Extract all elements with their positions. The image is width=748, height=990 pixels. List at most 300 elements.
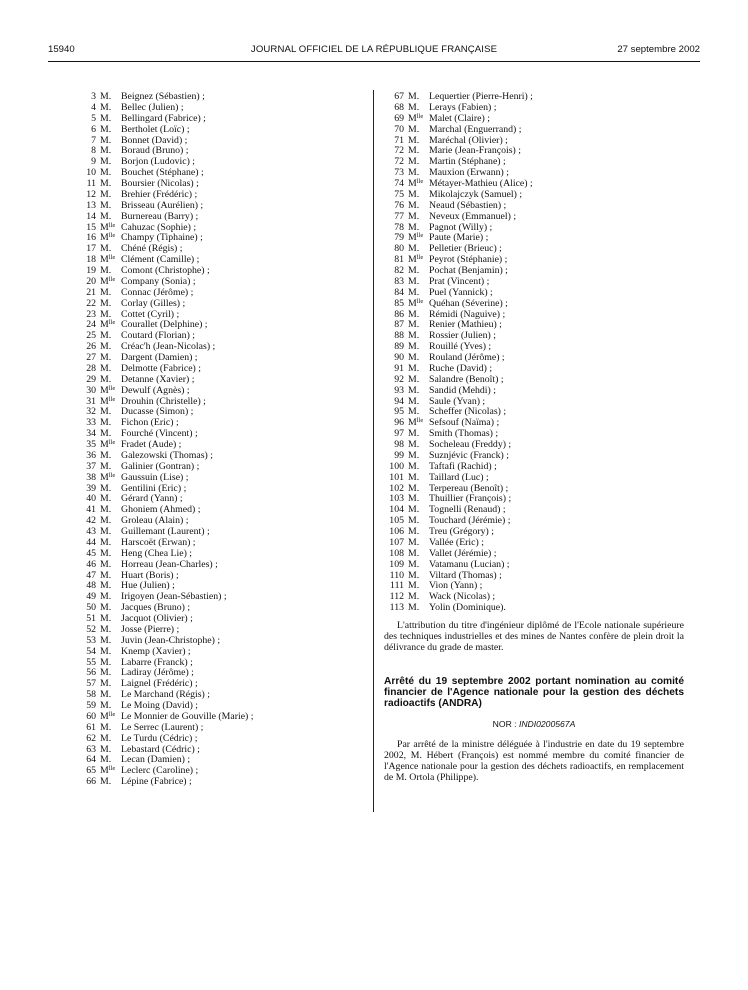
list-item-number: 43 [86,526,96,537]
civility-base: M. [100,558,112,570]
civility-base: M. [408,210,420,222]
list-item-name: Fichon (Eric) ; [121,417,179,429]
page-number: 15940 [48,44,75,55]
civility-superscript: lle [416,297,424,305]
list-item-number: 78 [394,221,404,233]
civility-superscript: lle [108,710,116,718]
left-name-list [72,92,254,788]
list-item-name: Irigoyen (Jean-Sébastien) ; [121,591,227,603]
list-item-number: 80 [394,243,404,255]
civility-base: M. [100,112,112,124]
list-item [380,603,533,614]
list-item-name: Comont (Christophe) ; [121,265,210,276]
list-item-number: 21 [86,286,96,298]
list-item-number: 8 [91,145,96,157]
list-item-name: Horreau (Jean-Charles) ; [121,558,218,570]
list-item-number: 72 [394,145,404,157]
list-item-name: Fourché (Vincent) ; [121,428,198,440]
list-item-number: 81 [394,254,404,266]
civility-base: M. [100,243,112,255]
list-item-number: 38 [86,471,96,483]
list-item-name: Coutard (Florian) ; [121,330,196,342]
list-item-number: 12 [86,188,96,200]
list-item-number: 26 [86,341,96,353]
civility-base: M. [100,776,112,788]
civility-base: M. [408,384,420,396]
list-item-name: Taillard (Luc) ; [429,471,489,483]
list-item-name: Galinier (Gontran) ; [121,460,200,472]
civility-base: M [100,439,109,450]
list-item-name: Knemp (Xavier) ; [121,645,191,657]
list-item-number: 9 [91,156,96,168]
list-item-name: Taftafi (Rachid) ; [429,460,497,472]
civility-superscript: lle [108,254,116,262]
list-item-name: Bonnet (David) ; [121,134,188,146]
civility-base: M. [408,308,420,320]
civility-base: M. [408,362,420,374]
list-item-number: 65 [86,765,96,777]
civility-base: M. [100,536,112,548]
civility-base: M. [100,515,112,527]
list-item-name: Créac'h (Jean-Nicolas) ; [121,341,216,353]
civility-base: M. [100,286,112,298]
list-item-name: Corlay (Gilles) ; [121,297,186,309]
list-item-number: 82 [394,265,404,276]
civility-base: M. [408,580,420,592]
list-item-number: 84 [394,286,404,298]
civility-base: M [100,384,109,396]
list-item-number: 23 [86,308,96,320]
list-item-number: 106 [389,526,404,537]
list-item-name: Métayer-Mathieu (Alice) ; [429,178,533,189]
civility-base: M. [100,341,112,353]
list-item-name: Mikolajczyk (Samuel) ; [429,188,523,200]
civility-base: M. [100,526,112,537]
list-item-number: 19 [86,265,96,276]
list-item-name: Rémidi (Naguive) ; [429,308,506,320]
list-item-number: 20 [86,275,96,287]
civility-base: M. [408,536,420,548]
civility-base: M. [100,754,112,766]
list-item-name: Clément (Camille) ; [121,254,200,266]
civility-base: M [408,112,417,124]
list-item-number: 95 [394,406,404,418]
civility-superscript: lle [416,254,424,262]
civility-base: M. [100,569,112,581]
list-item-number: 87 [394,319,404,331]
list-item-name: Neaud (Sébastien) ; [429,199,507,211]
list-item-number: 102 [389,482,404,494]
list-item-civility [96,777,121,788]
civility-superscript: lle [108,439,116,446]
civility-superscript: lle [108,395,116,403]
list-item-name: Sefsouf (Naïma) ; [429,417,500,429]
list-item-number: 64 [86,754,96,766]
civility-base: M. [408,286,420,298]
list-item-name: Galezowski (Thomas) ; [121,449,213,461]
list-item-name: Pagnot (Willy) ; [429,221,493,233]
list-item [72,777,254,788]
list-item-number: 68 [394,101,404,113]
list-item-number: 89 [394,341,404,353]
civility-base: M. [408,275,420,287]
list-item-name: Lebastard (Cédric) ; [121,743,200,755]
civility-base: M. [100,645,112,657]
civility-base: M. [408,188,420,200]
right-name-list [380,92,533,614]
civility-base: M. [100,689,112,701]
civility-base: M. [408,449,420,461]
list-item-number: 75 [394,188,404,200]
list-item-name: Ladiray (Jérôme) ; [121,667,194,679]
list-item-name: Thuillier (François) ; [429,493,512,505]
list-item-name: Vatamanu (Lucian) ; [429,558,510,570]
civility-base: M. [100,123,112,135]
civility-base: M. [100,667,112,679]
civility-base: M [100,319,109,331]
list-item-name: Le Turdu (Cédric) ; [121,732,198,744]
civility-base: M [408,417,417,429]
civility-base: M [100,254,109,266]
civility-base: M. [100,156,112,168]
civility-base: M [100,395,109,407]
list-item-name: Ducasse (Simon) ; [121,406,194,418]
list-item-number: 70 [394,123,404,135]
list-item-name: Juvin (Jean-Christophe) ; [121,634,221,646]
list-item-number: 51 [86,613,96,624]
civility-base: M. [100,428,112,440]
list-item-name: Burnereau (Barry) ; [121,210,199,222]
civility-base: M. [100,199,112,211]
civility-base: M. [100,297,112,309]
list-item-number: 83 [394,275,404,287]
civility-base: M. [408,265,420,276]
list-item-number: 59 [86,700,96,711]
list-item-name: Bertholet (Loïc) ; [121,123,190,135]
list-item-number: 3 [91,91,96,102]
civility-base: M. [408,460,420,472]
list-item-number: 22 [86,297,96,309]
list-item-number: 24 [86,319,96,331]
civility-base: M. [408,221,420,233]
list-item-name: Harscoët (Erwan) ; [121,536,196,548]
list-item-name: Sandid (Mehdi) ; [429,384,496,396]
list-item-number: 108 [389,547,404,559]
civility-superscript: lle [416,178,424,185]
list-item-number: 90 [394,352,404,363]
list-item-number: 79 [394,232,404,244]
nor-reference [384,719,684,729]
civility-base: M. [100,591,112,603]
civility-base: M. [100,406,112,418]
list-item-number: 72 [394,156,404,168]
civility-base: M. [408,352,420,363]
civility-base: M. [100,580,112,592]
list-item-name: Vallet (Jérémie) ; [429,547,497,559]
list-item-number: 86 [394,308,404,320]
list-item-name: Renier (Mathieu) ; [429,319,502,331]
list-item-number: 28 [86,362,96,374]
civility-base: M. [408,330,420,342]
list-item-name: Scheffer (Nicolas) ; [429,406,507,418]
list-item-name: Laignel (Frédéric) ; [121,678,198,690]
list-item-number: 35 [86,439,96,450]
list-item-name: Tognelli (Renaud) ; [429,504,506,516]
publication-date: 27 septembre 2002 [617,44,700,55]
list-item-number: 4 [91,101,96,113]
list-item-number: 99 [394,449,404,461]
column-divider [373,90,374,812]
list-item-number: 45 [86,547,96,559]
civility-base: M. [408,526,420,537]
list-item-name: Bouchet (Stéphane) ; [121,167,204,179]
civility-base: M [408,232,417,244]
list-item-name: Cottet (Cyril) ; [121,308,180,320]
nor-code: INDI0200567A [518,719,576,729]
list-item-name: Mauxion (Erwann) ; [429,167,509,179]
civility-base: M. [408,493,420,505]
civility-base: M. [408,515,420,527]
list-item-name: Terpereau (Benoît) ; [429,482,509,494]
list-item-number: 33 [86,417,96,429]
list-item-name: Lépine (Fabrice) ; [121,776,192,788]
list-item-name: Marchal (Enguerrand) ; [429,123,522,135]
list-item-number: 7 [91,134,96,146]
civility-base: M. [100,91,112,102]
list-item-name: Le Marchand (Régis) ; [121,689,210,701]
list-item-number: 100 [389,460,404,472]
list-item-number: 54 [86,645,96,657]
list-item-name: Treu (Grégory) ; [429,526,494,537]
list-item-number: 56 [86,667,96,679]
civility-base: M. [408,428,420,440]
list-item-number: 110 [389,569,404,581]
list-item-number: 36 [86,449,96,461]
list-item-name: Delmotte (Fabrice) ; [121,362,201,374]
civility-superscript: lle [108,221,116,229]
list-item-number: 69 [394,112,404,124]
civility-base: M. [100,352,112,363]
civility-superscript: lle [108,275,116,283]
list-item-name: Hue (Julien) ; [121,580,175,592]
civility-base: M [100,710,109,722]
civility-base: M. [100,308,112,320]
civility-base: M. [100,449,112,461]
nor-label: NOR : [492,719,517,729]
list-item-name: Gentilini (Eric) ; [121,482,187,494]
civility-base: M. [408,145,420,157]
civility-base: M. [100,623,112,635]
civility-base: M. [408,373,420,385]
list-item-number: 37 [86,460,96,472]
list-item-number: 41 [86,504,96,516]
civility-superscript: lle [108,765,116,773]
list-item-name: Pochat (Benjamin) ; [429,265,508,276]
list-item-number: 94 [394,395,404,407]
civility-base: M. [100,188,112,200]
list-item-number: 31 [86,395,96,407]
list-item-name: Dargent (Damien) ; [121,352,198,363]
list-item-name: Neveux (Emmanuel) ; [429,210,517,222]
list-item-number: 67 [394,91,404,102]
list-item-number: 74 [394,178,404,189]
civility-base: M. [100,613,112,624]
list-item-number: 53 [86,634,96,646]
civility-base: M. [408,319,420,331]
list-item-number: 112 [389,591,404,603]
civility-base: M. [100,732,112,744]
list-item-number: 47 [86,569,96,581]
list-item-number: 97 [394,428,404,440]
list-item-number: 10 [86,167,96,179]
civility-base: M. [100,460,112,472]
civility-superscript: lle [416,112,424,120]
list-item-name: Le Monnier de Gouville (Marie) ; [121,710,254,722]
civility-base: M [100,232,109,244]
civility-base: M. [100,656,112,668]
arrete-title: Arrêté du 19 septembre 2002 portant nomination au comité financier de l'Agence nationale pour la gestion des déchets radioactifs (ANDRA) [384,676,684,710]
list-item-number: 63 [86,743,96,755]
list-item-number: 13 [86,199,96,211]
list-item-number: 91 [394,362,404,374]
list-item-number: 42 [86,515,96,527]
list-item-name: Rossier (Julien) ; [429,330,496,342]
civility-base: M. [100,504,112,516]
list-item-name: Marie (Jean-François) ; [429,145,521,157]
list-item-name: Peyrot (Stéphanie) ; [429,254,508,266]
list-item-name: Company (Sonia) ; [121,275,196,287]
list-item-name: Huart (Boris) ; [121,569,179,581]
list-item-number: 48 [86,580,96,592]
list-item-name: Fradet (Aude) ; [121,439,182,450]
list-item-number: 14 [86,210,96,222]
list-item-name: Guillemant (Laurent) ; [121,526,210,537]
list-item-name: Yolin (Dominique). [429,602,506,614]
list-item-name: Leclerc (Caroline) ; [121,765,199,777]
civility-base: M. [100,265,112,276]
civility-base: M [100,765,109,777]
list-item-name: Martin (Stéphane) ; [429,156,506,168]
civility-base: M. [100,417,112,429]
list-item-name: Cahuzac (Sophie) ; [121,221,197,233]
list-item-name: Touchard (Jérémie) ; [429,515,511,527]
list-item-number: 39 [86,482,96,494]
list-item-name: Paute (Marie) ; [429,232,489,244]
list-item-name: Rouillé (Yves) ; [429,341,492,353]
list-item-name: Vion (Yann) ; [429,580,483,592]
list-item-name: Smith (Thomas) ; [429,428,499,440]
list-item-name: Puel (Yannick) ; [429,286,493,298]
list-item-name: Prat (Vincent) ; [429,275,490,287]
civility-base: M. [100,482,112,494]
list-item-number: 58 [86,689,96,701]
list-item-name: Jacques (Bruno) ; [121,602,191,614]
civility-base: M. [408,504,420,516]
list-item-number: 109 [389,558,404,570]
civility-base: M. [100,743,112,755]
list-item-number: 11 [86,178,96,189]
list-item-name: Jacquot (Olivier) ; [121,613,193,624]
list-item-name: Gaussuin (Lise) ; [121,471,189,483]
list-item-name: Lequertier (Pierre-Henri) ; [429,91,533,102]
list-item-number: 73 [394,167,404,179]
list-item-name: Maréchal (Olivier) ; [429,134,508,146]
list-item-number: 111 [390,580,404,592]
list-item-number: 46 [86,558,96,570]
list-item-name: Labarre (Franck) ; [121,656,193,668]
list-item-number: 93 [394,384,404,396]
list-item-number: 49 [86,591,96,603]
list-item-number: 101 [389,471,404,483]
list-item-name: Ghoniem (Ahmed) ; [121,504,201,516]
list-item-number: 92 [394,373,404,385]
list-item-civility [404,603,429,614]
civility-base: M. [408,406,420,418]
list-item-number: 105 [389,515,404,527]
list-item-number: 104 [389,504,404,516]
list-item-number: 29 [86,373,96,385]
civility-base: M. [408,591,420,603]
list-item-name: Heng (Chea Lie) ; [121,547,192,559]
list-item-name: Boraud (Bruno) ; [121,145,189,157]
civility-base: M. [408,569,420,581]
list-item-number: 6 [91,123,96,135]
list-item-name: Borjon (Ludovic) ; [121,156,196,168]
civility-base: M. [408,123,420,135]
list-item-name: Groleau (Alain) ; [121,515,189,527]
civility-base: M. [100,700,112,711]
civility-base: M [408,178,417,189]
list-item-name: Josse (Pierre) ; [121,623,180,635]
list-item-number: 16 [86,232,96,244]
civility-base: M [408,254,417,266]
list-item-name: Viltard (Thomas) ; [429,569,502,581]
civility-superscript: lle [108,232,116,240]
list-item-number: 57 [86,678,96,690]
list-item-number: 32 [86,406,96,418]
civility-base: M. [100,634,112,646]
arrete-body: Par arrêté de la ministre déléguée à l'industrie en date du 19 septembre 2002, M. Hébert (François) est nommé membre du comité financier de l'Agence nationale pour la gestion des déchets radioactifs, en remplacement de M. Ortola (Philippe). [384,739,684,783]
list-item-name: Suznjévic (Franck) ; [429,449,509,461]
list-item-number: 30 [86,384,96,396]
list-item-number: 5 [91,112,96,124]
diploma-paragraph: L'attribution du titre d'ingénieur diplômé de l'Ecole nationale supérieure des techniques industrielles et des mines de Nantes confère de plein droit la délivrance du grade de master. [384,620,684,653]
civility-base: M [100,471,109,483]
civility-base: M. [100,330,112,342]
list-item-number: 55 [86,656,96,668]
civility-base: M. [408,243,420,255]
civility-base: M. [408,341,420,353]
list-item-name: Bellec (Julien) ; [121,101,184,113]
list-item-number: 61 [86,721,96,733]
list-item-number: 98 [394,439,404,450]
list-item-name: Gérard (Yann) ; [121,493,183,505]
header-rule [48,61,700,62]
list-item-number: 66 [86,776,96,788]
civility-base: M. [100,721,112,733]
list-item-number: 85 [394,297,404,309]
list-item-name: Drouhin (Christelle) ; [121,395,206,407]
civility-base: M. [408,167,420,179]
list-item-name: Brisseau (Aurélien) ; [121,199,204,211]
civility-superscript: lle [108,471,116,479]
civility-base: M. [408,547,420,559]
list-item-name: Detanne (Xavier) ; [121,373,195,385]
list-item-number: 25 [86,330,96,342]
civility-base: M. [408,134,420,146]
list-item-name: Beignez (Sébastien) ; [121,91,205,102]
list-item-name: Ruche (David) ; [429,362,493,374]
